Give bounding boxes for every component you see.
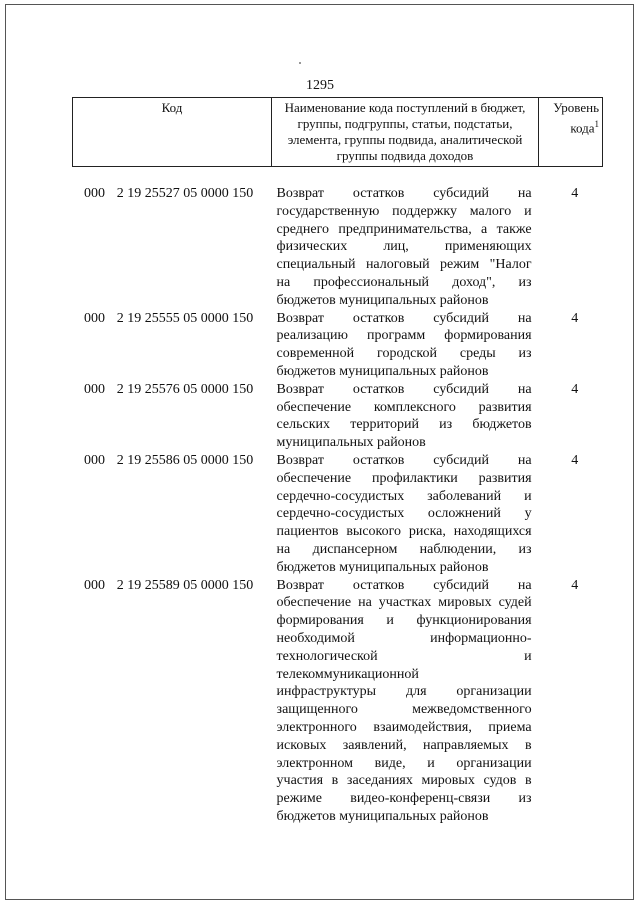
row-level: 4 [571, 310, 579, 326]
description-line: муниципальных районов [276, 435, 426, 451]
description-line: бюджетов муниципальных районов [276, 559, 489, 575]
header-code: Код [73, 98, 272, 167]
row-admin-code: 000 [84, 381, 105, 397]
table-row [72, 577, 612, 826]
header-row [73, 98, 603, 167]
row-income-code: 2 19 25555 05 0000 150 [116, 310, 254, 326]
description-line: бюджетов муниципальных районов [276, 292, 489, 308]
table-row [72, 452, 612, 577]
description-line: специальный налоговый режим "Налог [276, 257, 532, 273]
row-level: 4 [571, 381, 579, 397]
description-line: физических лиц, применяющих [276, 239, 532, 255]
row-income-code: 2 19 25576 05 0000 150 [116, 381, 254, 397]
description-line: Возврат остатков субсидий на [276, 381, 532, 397]
header-level-footnote: 1 [594, 119, 599, 129]
row-admin-code: 000 [84, 452, 105, 468]
description-line: исковых заявлений, направляемых в [276, 737, 532, 753]
description-line: на диспансерном наблюдении, из [276, 541, 532, 557]
header-level-label: Уровень кода [553, 100, 599, 136]
row-admin-code: 000 [84, 310, 105, 326]
row-income-code: 2 19 25589 05 0000 150 [116, 577, 254, 593]
header-name: Наименование кода поступлений в бюджет, группы, подгруппы, статьи, подстатьи, элемента, группы подвида, аналитической группы подвида доходов [272, 98, 539, 167]
description-line: на профессиональный доход", из [276, 274, 532, 290]
description-line: режиме видео-конференц-связи из [276, 791, 532, 807]
description-line: обеспечение комплексного развития [276, 399, 532, 415]
row-description [274, 452, 532, 577]
scan-speck [299, 62, 301, 64]
description-line: среднего предпринимательства, а также [276, 221, 532, 237]
description-line: технологической и [276, 648, 532, 664]
description-line: бюджетов муниципальных районов [276, 808, 489, 824]
description-line: бюджетов муниципальных районов [276, 363, 489, 379]
description-line: современной городской среды из [276, 346, 532, 362]
description-line: необходимой информационно- [276, 630, 532, 646]
description-line: защищенного межведомственного [276, 702, 532, 718]
description-line: инфраструктуры для организации [276, 684, 532, 700]
row-description [274, 577, 532, 826]
description-line: обеспечение профилактики развития [276, 470, 532, 486]
row-level: 4 [571, 577, 579, 593]
row-admin-code: 000 [84, 186, 105, 201]
code-rows [72, 185, 612, 826]
row-description [274, 381, 532, 452]
description-line: Возврат остатков субсидий на [276, 186, 532, 201]
row-description [274, 185, 532, 310]
description-line: участия в заседаниях мировых судов в [276, 773, 532, 789]
description-line: телекоммуникационной [276, 666, 419, 682]
description-line: сердечно-сосудистых заболеваний и [276, 488, 532, 504]
description-line: реализацию программ формирования [276, 328, 532, 344]
row-admin-code: 000 [84, 577, 105, 593]
table-row [72, 381, 612, 452]
description-line: формирования и функционирования [276, 613, 532, 629]
row-income-code: 2 19 25527 05 0000 150 [116, 186, 254, 201]
description-line: пациентов высокого риска, находящихся [276, 524, 532, 540]
description-line: государственную поддержку малого и [276, 203, 532, 219]
table-row [72, 310, 612, 381]
description-line: Возврат остатков субсидий на [276, 452, 532, 468]
description-line: сельских территорий из бюджетов [276, 417, 532, 433]
description-line: сердечно-сосудистых осложнений у [276, 506, 532, 522]
description-line: обеспечение на участках мировых судей [276, 595, 532, 611]
description-line: электронном виде, и организации [276, 755, 532, 771]
row-level: 4 [571, 452, 579, 468]
row-income-code: 2 19 25586 05 0000 150 [116, 452, 254, 468]
table-row [72, 185, 612, 310]
page-number: 1295 [306, 78, 334, 93]
description-line: электронного взаимодействия, приема [276, 719, 532, 735]
header-table [72, 97, 603, 167]
row-level: 4 [571, 186, 579, 201]
description-line: Возврат остатков субсидий на [276, 577, 532, 593]
row-description [274, 310, 532, 381]
header-level [539, 98, 603, 167]
description-line: Возврат остатков субсидий на [276, 310, 532, 326]
